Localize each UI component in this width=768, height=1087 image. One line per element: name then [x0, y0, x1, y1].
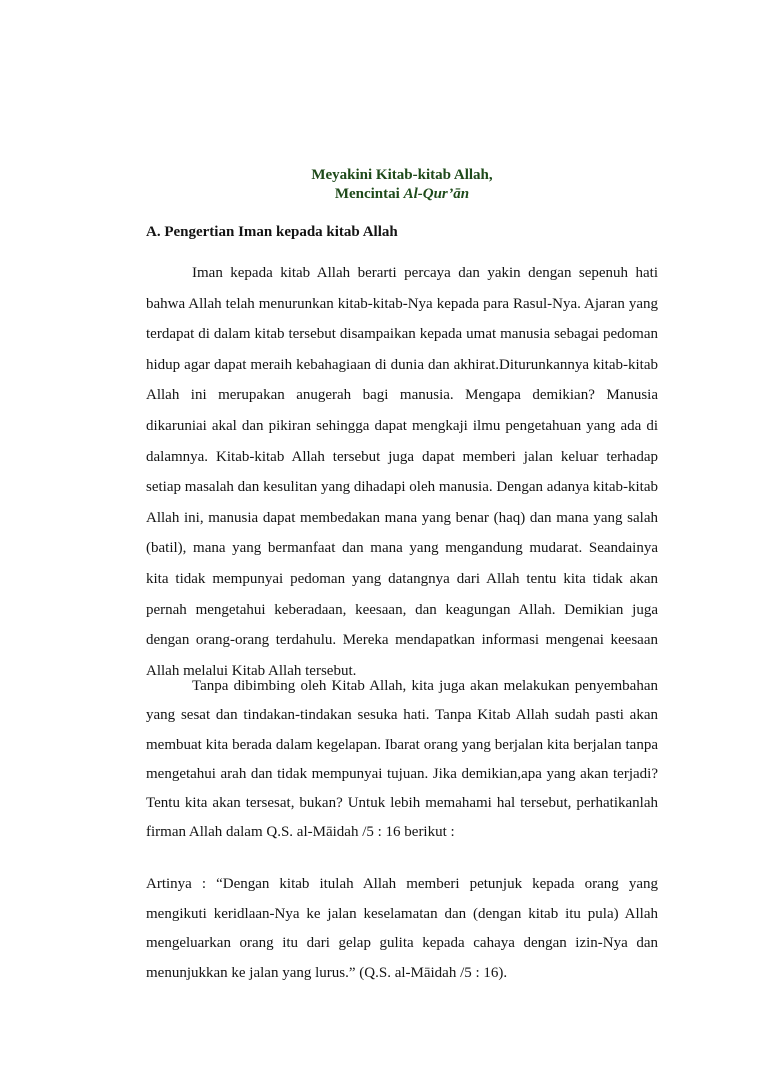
section-heading: A. Pengertian Iman kepada kitab Allah [146, 224, 398, 240]
paragraph-2 [146, 672, 658, 848]
paragraph-3 [146, 870, 658, 988]
title-prefix: Mencintai [334, 186, 404, 202]
title-italic: Al-Qur’ān [403, 186, 470, 202]
paragraph-3-text: Artinya : “Dengan kitab itulah Allah memberi petunjuk kepada orang yang mengikuti keridlaan-Nya ke jalan keselamatan dan (dengan kitab itu pula) Allah mengeluarkan orang itu dari gelap gulita kepada cahaya dengan izin-Nya dan menunjukkan ke jalan yang lurus.” (Q.S. al-Māidah /5 : 16). [146, 876, 658, 981]
paragraph-1-text: Iman kepada kitab Allah berarti percaya dan yakin dengan sepenuh hati bahwa Allah telah menurunkan kitab-kitab-Nya kepada para Rasul-Nya. Ajaran yang terdapat di dalam kitab tersebut disampaikan kepada umat manusia sebagai pedoman hidup agar dapat meraih kebahagiaan di dunia dan akhirat.Diturunkannya kitab-kitab Allah ini merupakan anugerah bagi manusia. Mengapa demikian? Manusia dikaruniai akal dan pikiran sehingga dapat mengkaji ilmu pengetahuan yang ada di dalamnya. Kitab-kitab Allah tersebut juga dapat memberi jalan keluar terhadap setiap masalah dan kesulitan yang dihadapi oleh manusia. Dengan adanya kitab-kitab Allah ini, manusia dapat membedakan mana yang benar (haq) dan mana yang salah (batil), mana yang bermanfaat dan mana yang mengandung mudarat. Seandainya kita tidak mempunyai pedoman yang datangnya dari Allah tentu kita tidak akan pernah mengetahui keberadaan, keesaan, dan keagungan Allah. Demikian juga dengan orang-orang terdahulu. Mereka mendapatkan informasi mengenai keesaan Allah melalui Kitab Allah tersebut. [146, 265, 658, 679]
document-title-line-2 [18, 184, 768, 204]
paragraph-2-text: Tanpa dibimbing oleh Kitab Allah, kita juga akan melakukan penyembahan yang sesat dan tindakan-tindakan sesuka hati. Tanpa Kitab Allah sudah pasti akan membuat kita berada dalam kegelapan. Ibarat orang yang berjalan kita berjalan tanpa mengetahui arah dan tidak mempunyai tujuan. Jika demikian,apa yang akan terjadi? Tentu kita akan tersesat, bukan? Untuk lebih memahami hal tersebut, perhatikanlah firman Allah dalam Q.S. al-Māidah /5 : 16 berikut : [146, 678, 658, 841]
paragraph-1 [146, 258, 658, 686]
document-title-line-1: Meyakini Kitab-kitab Allah, [311, 167, 493, 183]
